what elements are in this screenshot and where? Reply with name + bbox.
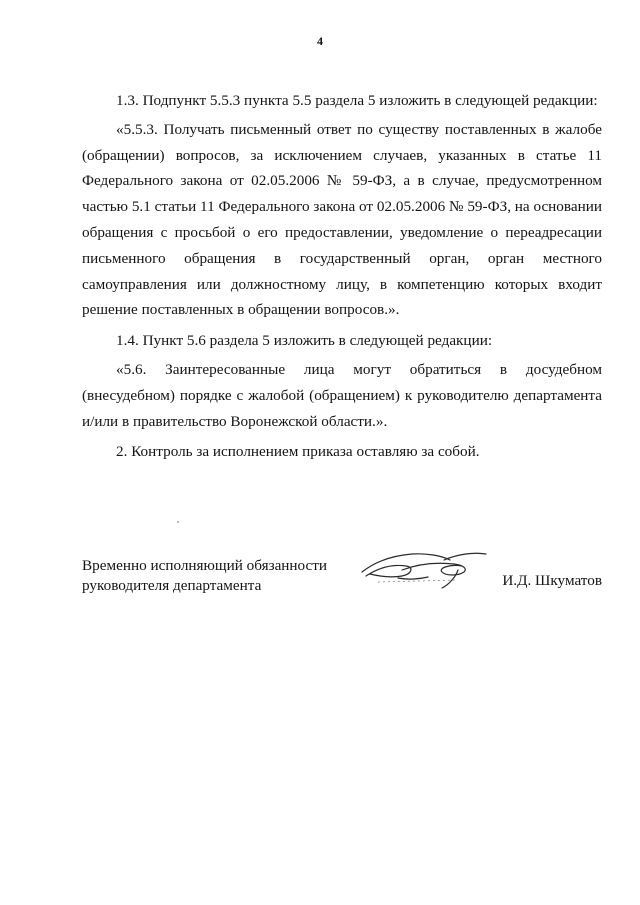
- document-body: [82, 88, 602, 465]
- signatory-position-line-2: руководителя департамента: [82, 577, 262, 594]
- paragraph-1-3: 1.3. Подпункт 5.5.3 пункта 5.5 раздела 5 изложить в следующей редакции:: [116, 92, 598, 109]
- paragraph-1-4: 1.4. Пункт 5.6 раздела 5 изложить в следующей редакции:: [116, 332, 493, 350]
- page-number: 4: [317, 34, 323, 48]
- paragraph-5-6-quote: «5.6. Заинтересованные лица могут обратиться в досудебном (внесудебном) порядке с жалобой (обращением) к руководителю департамента и/или в правительство Воронежской области.».: [82, 360, 602, 430]
- paragraph-2-control: 2. Контроль за исполнением приказа оставляю за собой.: [116, 443, 480, 461]
- signatory-position-line-1: Временно исполняющий обязанности: [82, 557, 328, 574]
- signatory-position: [82, 556, 327, 596]
- signatory-name: И.Д. Шкуматов: [502, 572, 602, 589]
- handwritten-signature: [358, 546, 490, 592]
- paragraph-5-5-3-quote: «5.5.3. Получать письменный ответ по существу поставленных в жалобе (обращении) вопросов, за исключением случаев, указанных в статье 11 Федерального закона от 02.05.2006 № 59-ФЗ, а в случае, предусмотренном частью 5.1 статьи 11 Федерального закона от 02.05.2006 № 59-ФЗ, на основании обращения с просьбой о его предоставлении, уведомление о переадресации письменного обращения в государственный орган, орган местного самоуправления или должностному лицу, в компетенцию которых входит решение поставленных в обращении вопросов.».: [82, 120, 602, 319]
- scan-speck: [177, 521, 179, 523]
